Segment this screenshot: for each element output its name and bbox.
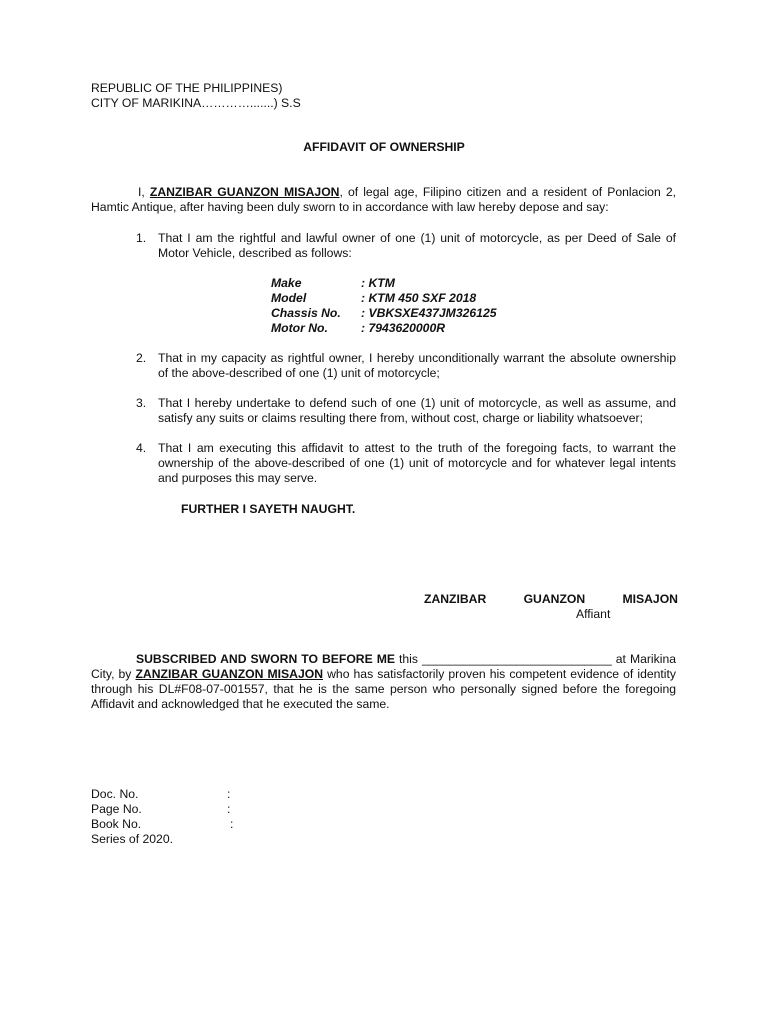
vehicle-row: Make : KTM bbox=[271, 276, 395, 290]
register-row: Doc. No. : bbox=[91, 787, 231, 801]
affiant-label: Affiant bbox=[576, 607, 611, 621]
register-row: Page No. : bbox=[91, 802, 231, 816]
item-number: 3. bbox=[136, 396, 147, 410]
vehicle-details bbox=[271, 276, 497, 336]
venue-header bbox=[91, 81, 301, 111]
jurat-affiant-name: ZANZIBAR GUANZON MISAJON bbox=[135, 667, 324, 681]
signature-block bbox=[424, 592, 678, 607]
item-number: 1. bbox=[136, 231, 147, 245]
item-text: That I am executing this affidavit to attest to the truth of the foregoing facts, to warrant the ownership of the above-described of one (1) unit of motorcycle and for whatever legal intents and purposes this may serve. bbox=[158, 441, 676, 485]
signatory-name: ZANZIBAR GUANZON MISAJON bbox=[424, 592, 678, 606]
register-row: Book No. : bbox=[91, 817, 234, 831]
register-row: Series of 2020. bbox=[91, 832, 173, 846]
venue-line-city: CITY OF MARIKINA………….......) S.S bbox=[91, 96, 301, 110]
document-title: AFFIDAVIT OF OWNERSHIP bbox=[303, 140, 465, 154]
vehicle-row: Motor No. : 7943620000R bbox=[271, 321, 446, 335]
intro-paragraph: I, ZANZIBAR GUANZON MISAJON, of legal age, Filipino citizen and a resident of Ponlacion 2, Hamtic Antique, after having been duly sworn to in accordance with law hereby depose and say: bbox=[91, 185, 676, 214]
further-statement: FURTHER I SAYETH NAUGHT. bbox=[181, 502, 356, 516]
affiant-name: ZANZIBAR GUANZON MISAJON bbox=[149, 185, 340, 199]
vehicle-row: Model : KTM 450 SXF 2018 bbox=[271, 291, 477, 305]
jurat-paragraph: SUBSCRIBED AND SWORN TO BEFORE ME this ____________________________ at Marikina City, by ZANZIBAR GUANZON MISAJON who has satisfactorily proven his competent evidence of identity through his DL#F08-07-001557, that he is the same person who personally signed before the foregoing Affidavit and acknowledged that he executed the same. bbox=[91, 652, 676, 711]
item-text: That I hereby undertake to defend such of one (1) unit of motorcycle, as well as assume, and satisfy any suits or claims resulting there from, without cost, charge or liability whatsoever; bbox=[158, 396, 676, 425]
date-blank: ____________________________ bbox=[421, 652, 612, 666]
vehicle-row: Chassis No. : VBKSXE437JM326125 bbox=[271, 306, 497, 320]
item-text: That in my capacity as rightful owner, I hereby unconditionally warrant the absolute ownership of the above-described of one (1) unit of motorcycle; bbox=[158, 351, 676, 380]
venue-line-republic: REPUBLIC OF THE PHILIPPINES) bbox=[91, 81, 283, 95]
item-number: 4. bbox=[136, 441, 147, 455]
item-number: 2. bbox=[136, 351, 147, 365]
notarial-register bbox=[91, 787, 233, 847]
item-text: That I am the rightful and lawful owner of one (1) unit of motorcycle, as per Deed of Sale of Motor Vehicle, described as follows: bbox=[158, 231, 676, 260]
